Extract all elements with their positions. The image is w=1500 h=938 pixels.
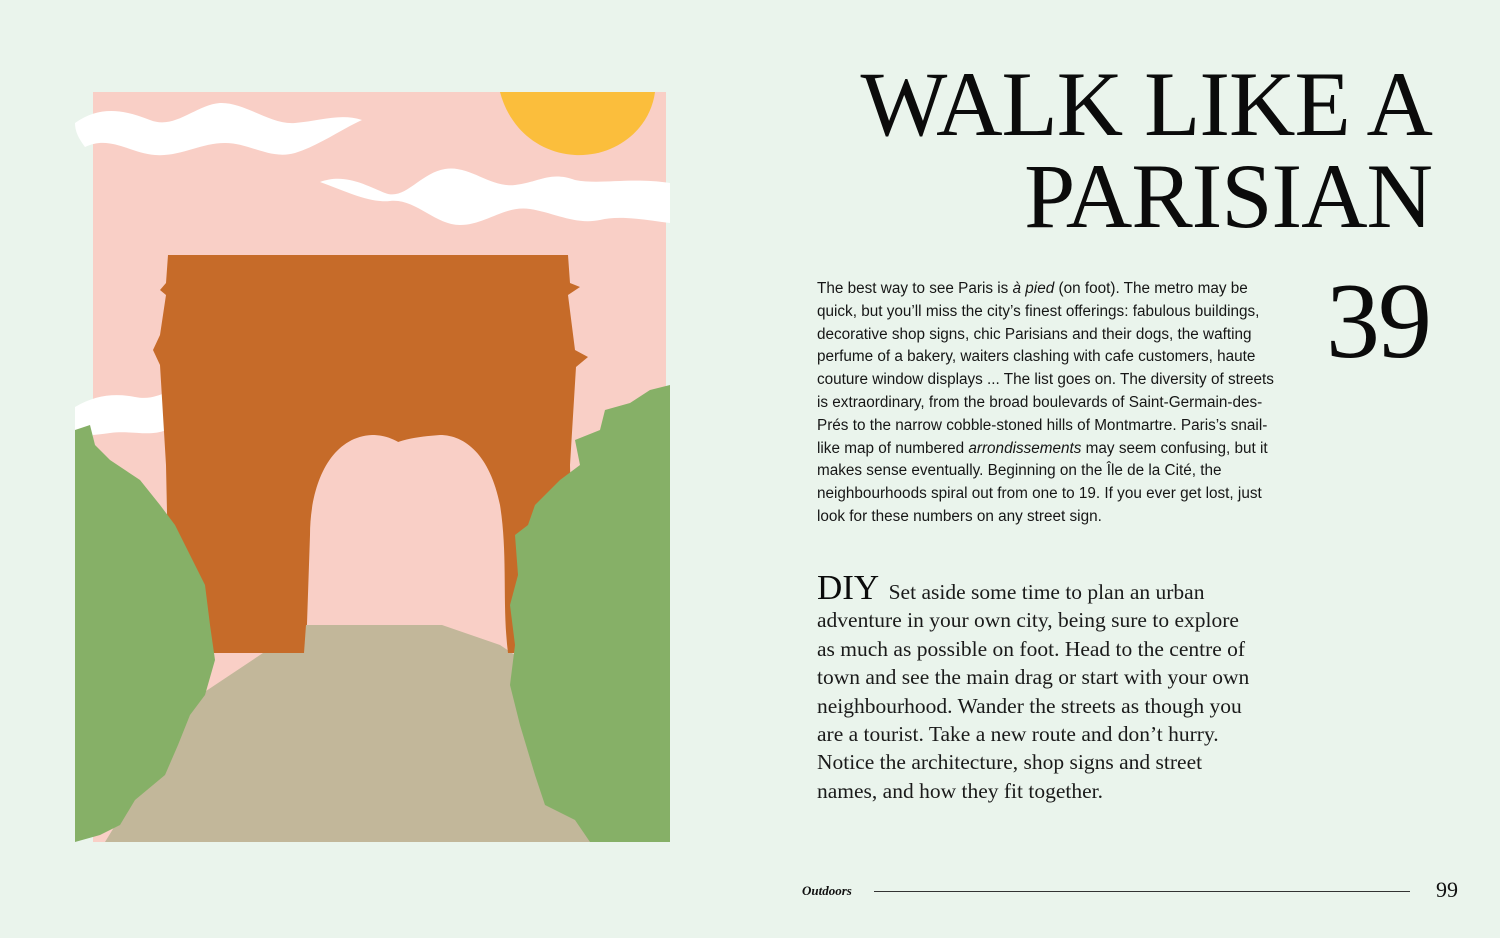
entry-number: 39 <box>1326 262 1430 381</box>
diy-paragraph <box>817 568 1257 805</box>
intro-italic-a-pied: à pied <box>1012 280 1055 297</box>
title-line-1: WALK LIKE A <box>860 53 1432 155</box>
intro-paragraph <box>817 278 1282 529</box>
diy-label: DIY <box>817 568 880 607</box>
diy-text: Set aside some time to plan an urban adventure in your own city, being sure to explore as much as possible on foot. Head to the centre of town and see the main drag or start with your own neighbourhood. Wander the streets as though you are a tourist. Take a new route and don’t hurry. Notice the architecture, shop signs and street names, and how they fit together. <box>817 580 1250 803</box>
arc-de-triomphe-artwork <box>70 85 675 845</box>
arch-opening <box>306 435 442 653</box>
intro-text-part-3: may seem confusing, but it makes sense eventually. Beginning on the Île de la Cité, the neighbourhoods spiral out from one to 19. If you ever get lost, just look for these numbers on any street sign. <box>817 439 1268 525</box>
arc-de-triomphe-illustration <box>70 85 675 845</box>
page-number: 99 <box>1436 877 1458 902</box>
intro-text-part-1: The best way to see Paris is <box>817 280 1013 297</box>
footer-rule <box>874 891 1410 892</box>
footer-section-name: Outdoors <box>802 883 852 898</box>
intro-italic-arrondissements: arrondissements <box>968 439 1082 457</box>
page-title <box>860 53 1432 247</box>
intro-text-part-2: (on foot). The metro may be quick, but you’ll miss the city’s finest offerings: fabulous buildings, decorative shop signs, chic Parisians and their dogs, the wafting perfume of a bakery, waiters clashing with cafe customers, haute couture window displays ... The list goes on. The diversity of streets is extraordinary, from the broad boulevards of Saint-Germain-des-Prés to the narrow cobble-stoned hills of Montmartre. Paris’s snail-like map of numbered <box>817 280 1274 457</box>
title-line-2: PARISIAN <box>1024 145 1432 247</box>
road-under-arch <box>304 625 444 653</box>
